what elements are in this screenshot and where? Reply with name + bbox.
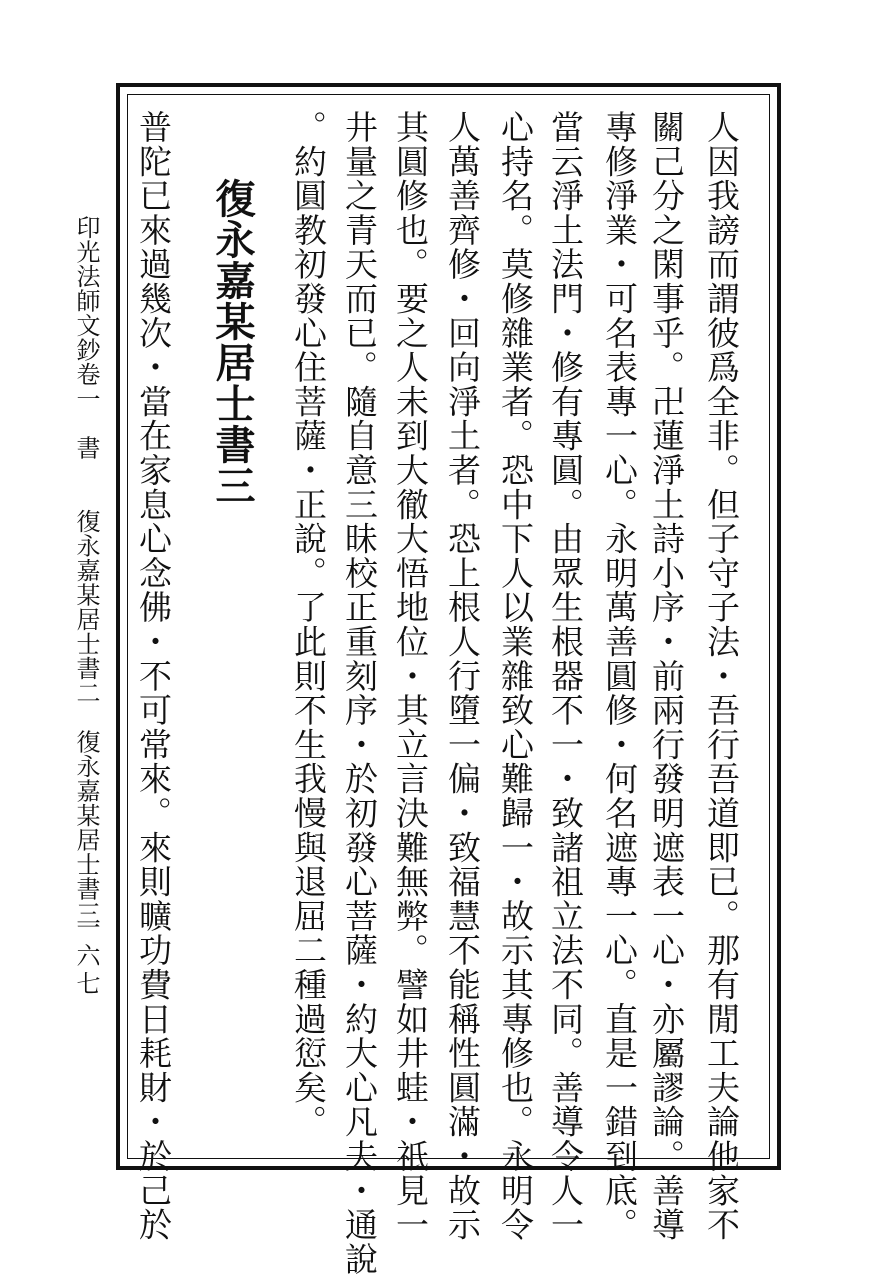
- page-number: 一六七: [72, 915, 100, 999]
- text-column-8: 井量之青天而已。隨自意三昧校正重刻序・於初發心菩薩・約大心凡夫・通說: [340, 110, 379, 1276]
- text-column-3: 專修淨業・可名表專一心。永明萬善圓修・何名遮專一心。直是一錯到底。: [600, 110, 639, 1242]
- text-column-10: 普陀已來過幾次・當在家息心念佛・不可常來。來則曠功費日耗財・於己於: [134, 110, 173, 1242]
- text-column-1: 人因我謗而謂彼爲全非。但子守子法・吾行吾道即已。那有閒工夫論他家不: [702, 110, 741, 1242]
- text-column-7: 其圓修也。要之人未到大徹大悟地位・其立言決難無弊。譬如井蛙・祇見一: [391, 110, 430, 1242]
- text-column-6: 人萬善齊修・回向淨土者。恐上根人行墮一偏・致福慧不能稱性圓滿・故示: [443, 110, 482, 1242]
- text-column-2: 關己分之閑事乎。卍蓮淨土詩小序・前兩行發明遮表一心・亦屬謬論。善導: [647, 110, 686, 1242]
- section-title: 復永嘉某居士書三: [209, 178, 256, 506]
- text-column-4: 當云淨土法門・修有專圓。由眾生根器不一・致諸祖立法不同。善導令人一: [546, 110, 585, 1242]
- text-column-9: 。約圓教初發心住菩薩・正說。了此則不生我慢與退屈二種過愆矣。: [289, 110, 328, 1139]
- text-column-5: 心持名。莫修雜業者。恐中下人以業雜致心難歸一・故示其專修也。永明令: [496, 110, 535, 1242]
- running-header: 印光法師文鈔卷一 書 復永嘉某居士書二 復永嘉某居士書三: [72, 215, 100, 926]
